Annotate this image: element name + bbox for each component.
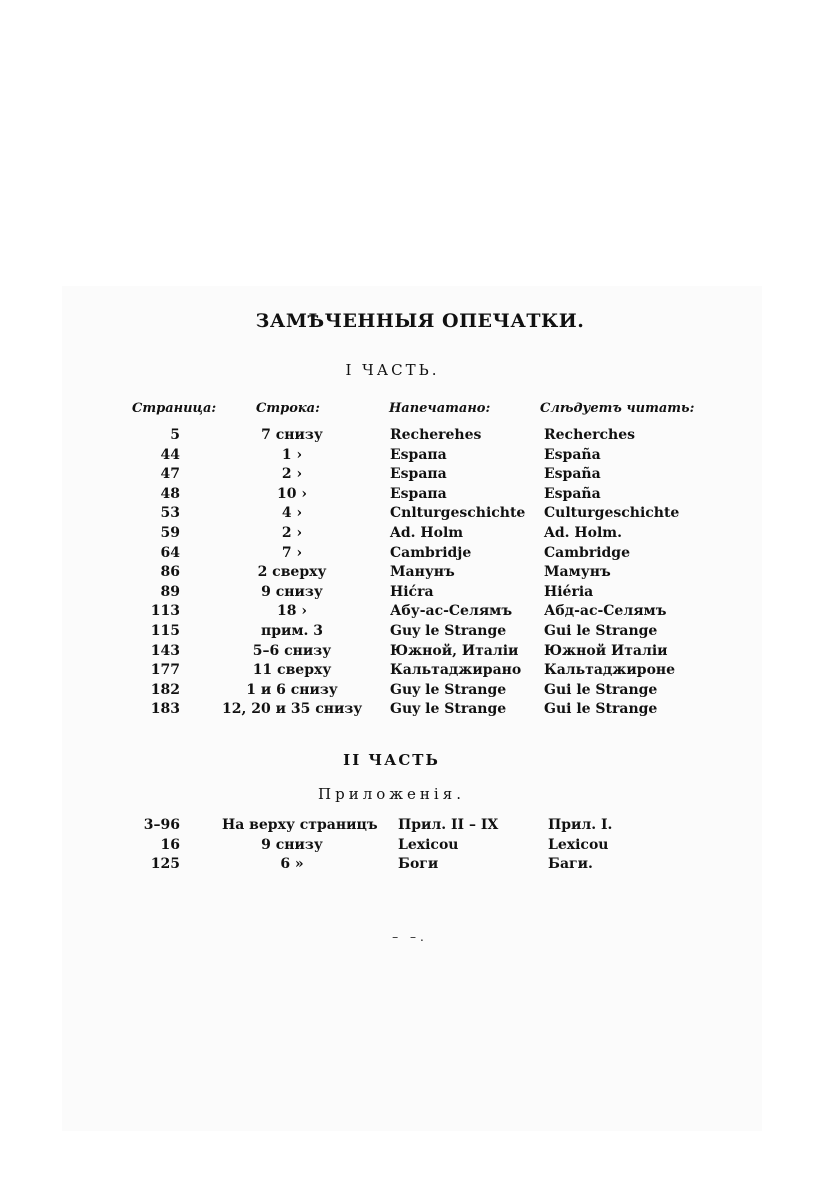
table-row (0, 505, 840, 525)
table-row (0, 486, 840, 506)
column-header-printed: Напечатано: (389, 401, 491, 416)
cell-page: 125 (150, 856, 180, 873)
cell-line: 1 › (281, 446, 303, 463)
cell-line: 11 сверху (252, 662, 332, 679)
cell-printed: Южной, Италіи (390, 642, 519, 659)
cell-page: 86 (160, 564, 180, 581)
column-header-should-read: Слѣдуетъ читать: (540, 401, 695, 416)
cell-line: 2 › (281, 466, 303, 483)
cell-line: 12, 20 и 35 снизу (222, 701, 363, 718)
table-row (0, 643, 840, 663)
table-row (0, 817, 840, 837)
cell-should-read: Южной Италіи (544, 642, 668, 659)
cell-line: 9 снизу (261, 836, 323, 853)
cell-should-read: España (544, 485, 601, 502)
cell-page: 16 (160, 836, 180, 853)
cell-should-read: Абд-ас-Селямъ (544, 603, 667, 620)
table-row (0, 584, 840, 604)
cell-should-read: Culturgeschichte (544, 505, 680, 522)
cell-line: 18 › (277, 603, 307, 620)
cell-should-read: Кальтаджироне (544, 662, 676, 679)
cell-line: 2 › (281, 524, 303, 541)
cell-should-read: Мамунъ (544, 564, 611, 581)
cell-printed: Cambridje (390, 544, 472, 561)
cell-should-read: Lexicou (548, 836, 609, 853)
cell-page: 89 (160, 583, 180, 600)
cell-line: На верху страницъ (222, 817, 378, 833)
cell-line: 4 › (281, 505, 303, 522)
page-title: ЗАМѢЧЕННЫЯ ОПЕЧАТКИ. (255, 310, 585, 332)
table-row (0, 837, 840, 857)
cell-printed: Ad. Holm (390, 524, 464, 541)
cell-printed: Cnlturgeschichte (390, 505, 526, 522)
cell-page: 48 (160, 485, 180, 502)
table-row (0, 701, 840, 721)
cell-printed: Кальтаджирано (390, 662, 522, 679)
cell-printed: Hićra (390, 583, 434, 600)
cell-page: 183 (150, 701, 180, 718)
cell-page: 3–96 (143, 817, 180, 833)
cell-line: 9 снизу (261, 583, 323, 600)
table-row (0, 466, 840, 486)
cell-printed: Прил. II – IX (398, 817, 499, 833)
cell-page: 44 (160, 446, 180, 463)
part-two-heading: II ЧАСТЬ (343, 751, 440, 769)
cell-line: прим. 3 (260, 622, 324, 639)
cell-printed: Espaпa (390, 485, 447, 502)
cell-line: 1 и 6 снизу (246, 681, 338, 698)
cell-should-read: Gui le Strange (544, 681, 658, 698)
cell-printed: Абу-ас-Селямъ (390, 603, 513, 620)
cell-line: 5–6 снизу (252, 642, 332, 659)
table-row (0, 545, 840, 565)
cell-line: 7 › (281, 544, 303, 561)
cell-should-read: Recherches (544, 427, 636, 443)
cell-page: 177 (150, 662, 180, 679)
table-row (0, 603, 840, 623)
table-row (0, 525, 840, 545)
cell-should-read: Gui le Strange (544, 622, 658, 639)
cell-printed: Lexicou (398, 836, 459, 853)
cell-printed: Recherehes (390, 427, 482, 443)
errata-table-part-two (0, 817, 840, 876)
cell-page: 5 (170, 427, 180, 443)
cell-should-read: Gui le Strange (544, 701, 658, 718)
cell-should-read: Прил. I. (548, 817, 613, 833)
cell-should-read: Hiéria (544, 583, 594, 600)
cell-page: 143 (150, 642, 180, 659)
cell-page: 53 (160, 505, 180, 522)
part-one-heading: I ЧАСТЬ. (345, 361, 440, 379)
cell-line: 6 » (280, 856, 304, 873)
cell-should-read: Cambridge (544, 544, 630, 561)
cell-line: 2 сверху (257, 564, 327, 581)
cell-should-read: Баги. (548, 856, 593, 873)
appendix-heading: Приложенія. (318, 785, 465, 803)
table-row (0, 427, 840, 447)
cell-printed: Guy le Strange (390, 701, 507, 718)
closing-mark: – –. (392, 930, 428, 944)
table-row (0, 682, 840, 702)
cell-printed: Guy le Strange (390, 681, 507, 698)
cell-should-read: España (544, 446, 601, 463)
cell-printed: Espaпa (390, 466, 447, 483)
cell-page: 182 (150, 681, 180, 698)
cell-printed: Guy le Strange (390, 622, 507, 639)
cell-page: 59 (160, 524, 180, 541)
column-header-page: Страница: (132, 401, 217, 416)
cell-page: 115 (150, 622, 180, 639)
table-row (0, 564, 840, 584)
cell-printed: Espaпa (390, 446, 447, 463)
cell-page: 64 (160, 544, 180, 561)
cell-should-read: Ad. Holm. (544, 524, 622, 541)
column-header-line: Строка: (256, 401, 320, 416)
cell-printed: Манунъ (390, 564, 455, 581)
cell-page: 47 (160, 466, 180, 483)
table-row (0, 856, 840, 876)
errata-table-part-one (0, 427, 840, 721)
table-row (0, 662, 840, 682)
cell-page: 113 (150, 603, 180, 620)
cell-should-read: España (544, 466, 601, 483)
table-row (0, 623, 840, 643)
cell-printed: Боги (398, 856, 439, 873)
cell-line: 7 снизу (261, 427, 323, 443)
table-row (0, 447, 840, 467)
cell-line: 10 › (277, 485, 307, 502)
